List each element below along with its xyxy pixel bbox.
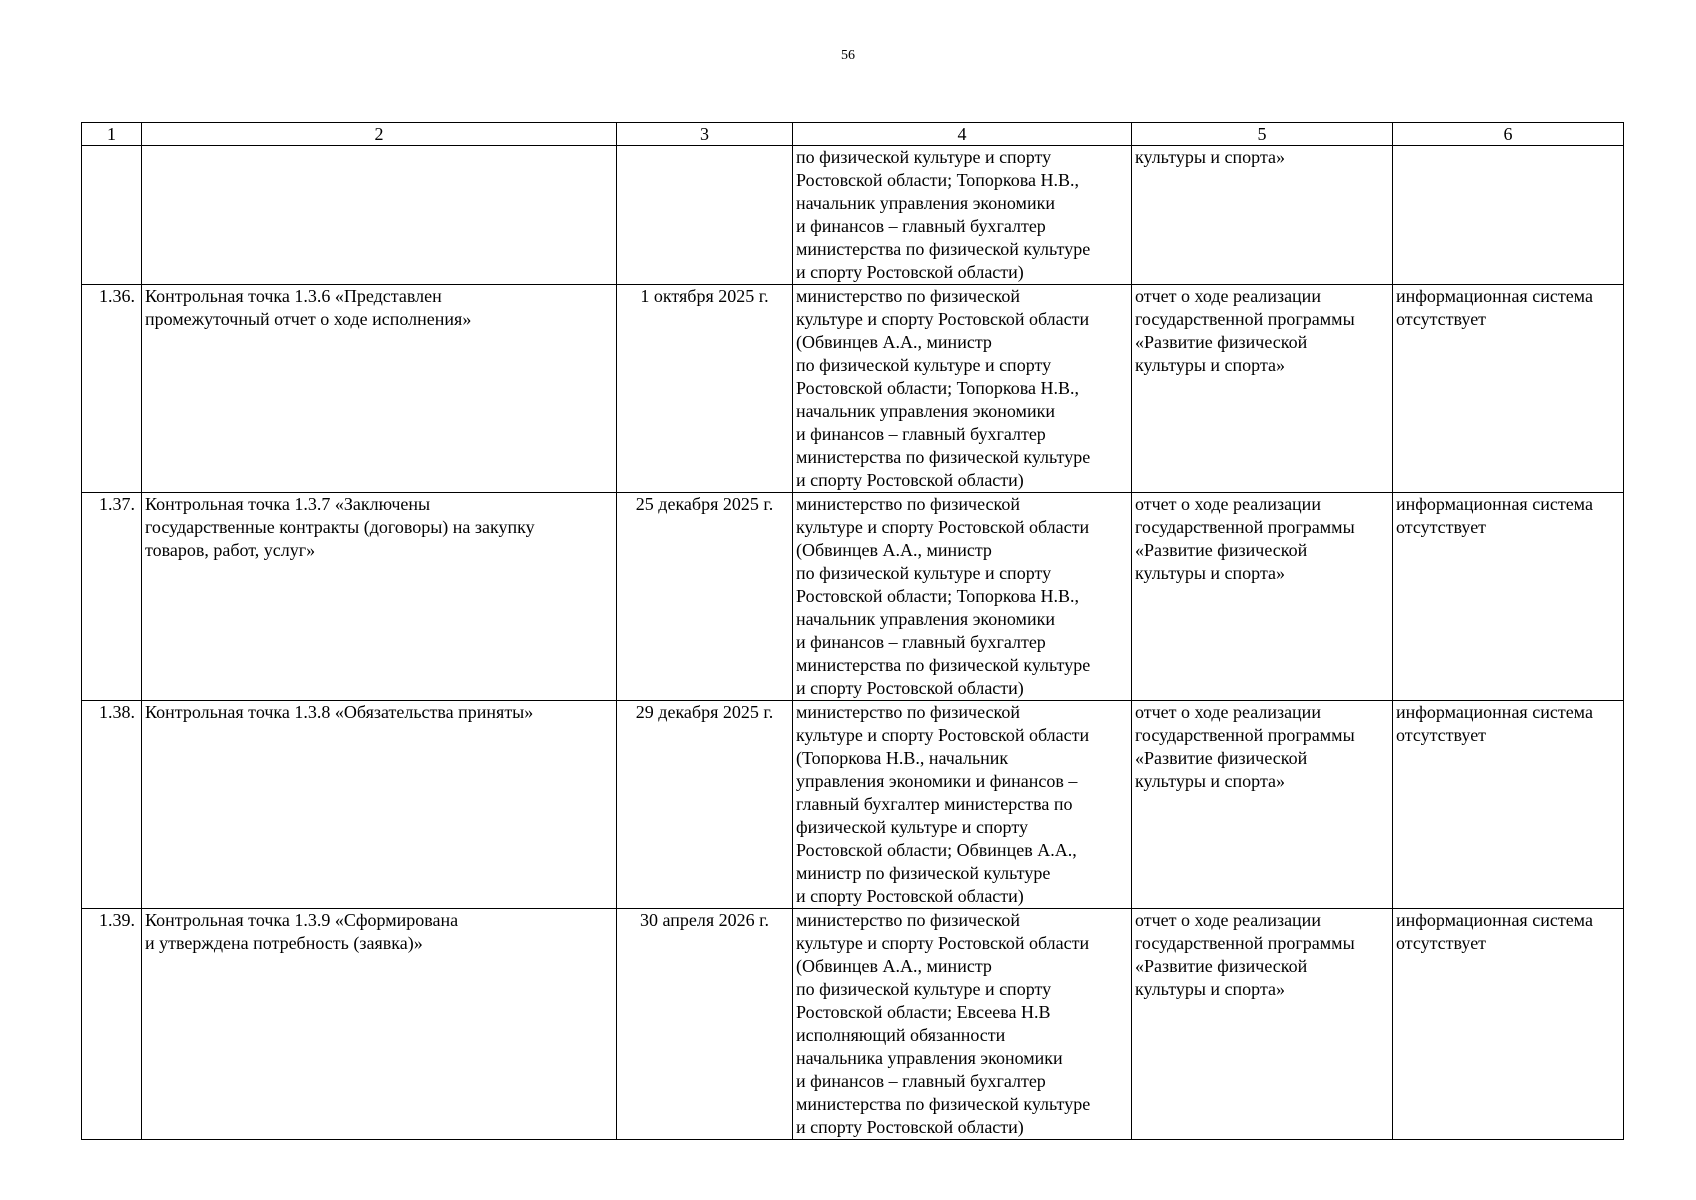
responsible-executor: министерство по физической культуре и спорту Ростовской области (Обвинцев А.А., министр по физической культуре и спорту Ростовской области; Топоркова Н.В., начальник управления экономики и финансов – главный бухгалтер министерства по физической культуре и спорту Ростовской области) xyxy=(793,493,1132,701)
row-number xyxy=(82,146,142,285)
due-date xyxy=(617,146,793,285)
responsible-executor: министерство по физической культуре и спорту Ростовской области (Топоркова Н.В., начальник управления экономики и финансов – главный бухгалтер министерства по физической культуре и спорту Ростовской области; Обвинцев А.А., министр по физической культуре и спорту Ростовской области) xyxy=(793,701,1132,909)
confirming-document: отчет о ходе реализации государственной программы «Развитие физической культуры и спорта» xyxy=(1132,493,1393,701)
column-header: 2 xyxy=(142,123,617,146)
confirming-document: отчет о ходе реализации государственной программы «Развитие физической культуры и спорта» xyxy=(1132,909,1393,1140)
confirming-document: отчет о ходе реализации государственной программы «Развитие физической культуры и спорта» xyxy=(1132,701,1393,909)
table-row xyxy=(82,146,1624,285)
row-number: 1.38. xyxy=(82,701,142,909)
due-date: 1 октября 2025 г. xyxy=(617,285,793,493)
responsible-executor: министерство по физической культуре и спорту Ростовской области (Обвинцев А.А., министр по физической культуре и спорту Ростовской области; Топоркова Н.В., начальник управления экономики и финансов – главный бухгалтер министерства по физической культуре и спорту Ростовской области) xyxy=(793,285,1132,493)
table-row xyxy=(82,909,1624,1140)
column-header: 6 xyxy=(1393,123,1624,146)
confirming-document: культуры и спорта» xyxy=(1132,146,1393,285)
table-header-row xyxy=(82,123,1624,146)
table-row xyxy=(82,493,1624,701)
page-number: 56 xyxy=(841,48,855,63)
information-system: информационная система отсутствует xyxy=(1393,909,1624,1140)
due-date: 25 декабря 2025 г. xyxy=(617,493,793,701)
column-header: 3 xyxy=(617,123,793,146)
column-header: 1 xyxy=(82,123,142,146)
responsible-executor: министерство по физической культуре и спорту Ростовской области (Обвинцев А.А., министр по физической культуре и спорту Ростовской области; Евсеева Н.В исполняющий обязанности начальника управления экономики и финансов – главный бухгалтер министерства по физической культуре и спорту Ростовской области) xyxy=(793,909,1132,1140)
row-number: 1.36. xyxy=(82,285,142,493)
table-row xyxy=(82,285,1624,493)
due-date: 29 декабря 2025 г. xyxy=(617,701,793,909)
information-system: информационная система отсутствует xyxy=(1393,701,1624,909)
information-system: информационная система отсутствует xyxy=(1393,493,1624,701)
information-system: информационная система отсутствует xyxy=(1393,285,1624,493)
information-system xyxy=(1393,146,1624,285)
event-name: Контрольная точка 1.3.6 «Представлен промежуточный отчет о ходе исполнения» xyxy=(142,285,617,493)
responsible-executor: по физической культуре и спорту Ростовской области; Топоркова Н.В., начальник управления экономики и финансов – главный бухгалтер министерства по физической культуре и спорту Ростовской области) xyxy=(793,146,1132,285)
row-number: 1.39. xyxy=(82,909,142,1140)
control-points-table xyxy=(81,122,1624,1140)
column-header: 4 xyxy=(793,123,1132,146)
table-row xyxy=(82,701,1624,909)
column-header: 5 xyxy=(1132,123,1393,146)
row-number: 1.37. xyxy=(82,493,142,701)
event-name: Контрольная точка 1.3.9 «Сформирована и утверждена потребность (заявка)» xyxy=(142,909,617,1140)
confirming-document: отчет о ходе реализации государственной программы «Развитие физической культуры и спорта» xyxy=(1132,285,1393,493)
event-name: Контрольная точка 1.3.7 «Заключены государственные контракты (договоры) на закупку товаров, работ, услуг» xyxy=(142,493,617,701)
due-date: 30 апреля 2026 г. xyxy=(617,909,793,1140)
event-name xyxy=(142,146,617,285)
event-name: Контрольная точка 1.3.8 «Обязательства приняты» xyxy=(142,701,617,909)
